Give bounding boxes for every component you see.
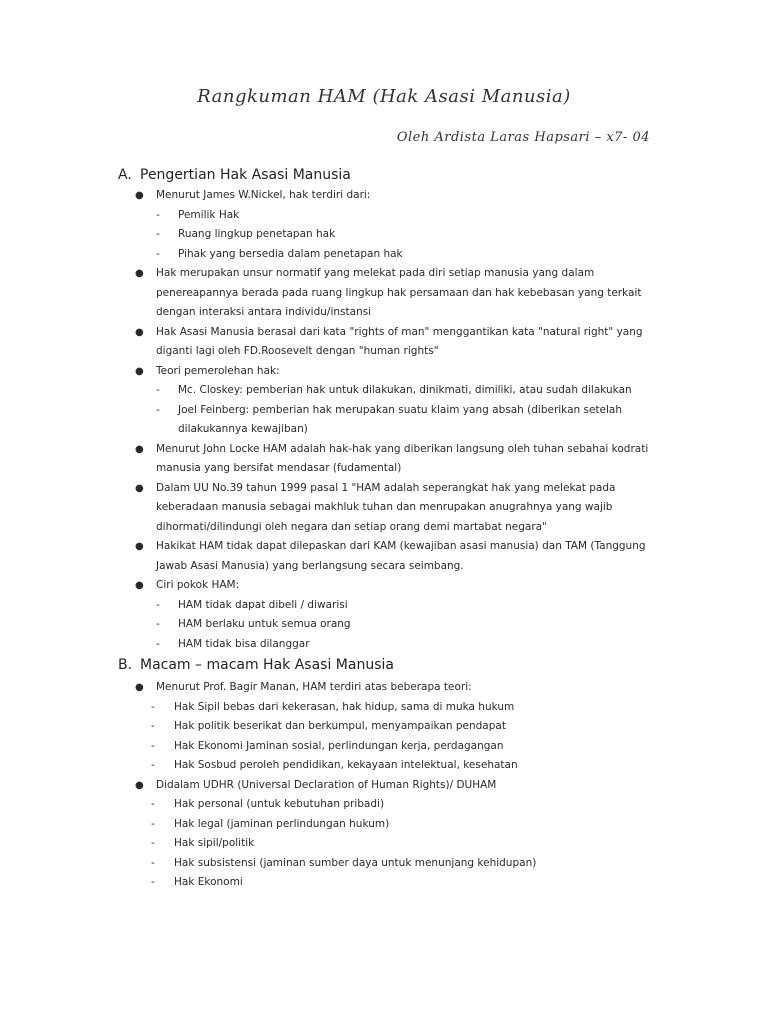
sub-item-text: Hak personal (untuk kebutuhan pribadi) xyxy=(174,798,385,810)
sub-list-item xyxy=(118,756,658,776)
sub-item-text: Hak politik beserikat dan berkumpul, menyampaikan pendapat xyxy=(174,720,506,732)
list-item xyxy=(118,440,658,479)
bullet-icon: ● xyxy=(135,482,144,494)
bullet-icon: ● xyxy=(135,326,144,338)
sub-list-item xyxy=(118,381,658,401)
sub-item-text: HAM tidak dapat dibeli / diwarisi xyxy=(178,598,348,611)
list-item xyxy=(118,776,658,796)
dash-icon: - xyxy=(151,856,155,869)
document-title: Rangkuman HAM (Hak Asasi Manusia) xyxy=(197,86,571,107)
bullet-icon: ● xyxy=(135,682,144,693)
sub-list-item xyxy=(118,225,658,245)
bullet-icon: ● xyxy=(135,580,144,591)
dash-icon: - xyxy=(156,618,160,630)
dash-icon: - xyxy=(156,598,160,611)
sub-list-item xyxy=(118,245,658,265)
sub-item-text: Joel Feinberg: pemberian hak merupakan suatu klaim yang absah (diberikan setelah dilakukannya kewajiban) xyxy=(178,403,623,435)
sub-list-item xyxy=(118,615,658,635)
dash-icon: - xyxy=(156,228,160,240)
sub-item-text: Ruang lingkup penetapan hak xyxy=(178,228,336,240)
sub-list-item xyxy=(118,717,658,737)
dash-icon: - xyxy=(156,208,160,221)
bullet-icon: ● xyxy=(135,443,144,455)
list-item xyxy=(118,186,658,206)
dash-icon: - xyxy=(151,759,155,771)
sub-item-text: HAM tidak bisa dilanggar xyxy=(178,637,310,650)
bullet-text: Hak Asasi Manusia berasal dari kata "rights of man" menggantikan kata "natural right" yang diganti lagi oleh FD.Roosevelt dengan "human rights" xyxy=(156,325,643,357)
list-item xyxy=(118,323,658,362)
section-a-title: Pengertian Hak Asasi Manusia xyxy=(140,167,351,183)
sub-item-text: HAM berlaku untuk semua orang xyxy=(178,618,351,630)
sub-list-item xyxy=(118,596,658,616)
sub-item-text: Mc. Closkey: pemberian hak untuk dilakukan, dinikmati, dimiliki, atau sudah dilakukan xyxy=(178,384,632,396)
sub-list-item xyxy=(118,873,658,893)
sub-item-text: Pemilik Hak xyxy=(178,208,240,221)
sub-list-item xyxy=(118,401,658,440)
bullet-text: Didalam UDHR (Universal Declaration of Human Rights)/ DUHAM xyxy=(156,778,497,791)
document-body xyxy=(118,164,658,893)
author-line: Oleh Ardista Laras Hapsari – x7- 04 xyxy=(396,130,650,145)
sub-item-text: Hak Ekonomi xyxy=(174,876,243,888)
dash-icon: - xyxy=(156,247,160,260)
section-b-title: Macam – macam Hak Asasi Manusia xyxy=(140,657,394,673)
list-item xyxy=(118,537,658,576)
dash-icon: - xyxy=(151,798,155,810)
dash-icon: - xyxy=(151,700,155,713)
bullet-text: Ciri pokok HAM: xyxy=(156,579,240,591)
sub-list-item xyxy=(118,737,658,757)
bullet-text: Hak merupakan unsur normatif yang melekat pada diri setiap manusia yang dalam penereapannya berada pada ruang lingkup hak persamaan dan hak kebebasan yang terkait dengan interaksi antara individu/instansi xyxy=(156,267,642,318)
bullet-icon: ● xyxy=(135,268,144,279)
dash-icon: - xyxy=(151,720,155,732)
section-b-letter: B. xyxy=(118,657,133,673)
list-item xyxy=(118,576,658,596)
section-a-heading xyxy=(118,164,658,186)
list-item xyxy=(118,479,658,538)
bullet-icon: ● xyxy=(135,365,144,377)
bullet-text: Dalam UU No.39 tahun 1999 pasal 1 "HAM adalah seperangkat hak yang melekat pada keberadaan manusia sebagai makhluk tuhan dan menrupakan anugrahnya yang wajib dihormati/dilindungi oleh negara dan setiap orang demi martabat negara" xyxy=(156,481,616,533)
section-a-letter: A. xyxy=(118,167,132,183)
list-item xyxy=(118,264,658,323)
bullet-icon: ● xyxy=(135,779,144,791)
dash-icon: - xyxy=(151,837,155,849)
dash-icon: - xyxy=(151,876,155,888)
sub-list-item xyxy=(118,635,658,655)
bullet-text: Teori pemerolehan hak: xyxy=(156,364,280,377)
bullet-text: Menurut James W.Nickel, hak terdiri dari: xyxy=(156,189,371,201)
bullet-icon: ● xyxy=(135,190,144,201)
sub-list-item xyxy=(118,834,658,854)
sub-list-item xyxy=(118,698,658,718)
dash-icon: - xyxy=(151,817,155,830)
sub-list-item xyxy=(118,206,658,226)
section-b-heading xyxy=(118,654,658,676)
bullet-text: Hakikat HAM tidak dapat dilepaskan dari KAM (kewajiban asasi manusia) dan TAM (Tanggung Jawab Asasi Manusia) yang berlangsung secara seimbang. xyxy=(156,540,646,572)
bullet-text: Menurut Prof. Bagir Manan, HAM terdiri atas beberapa teori: xyxy=(156,681,472,693)
sub-item-text: Hak Ekonomi Jaminan sosial, perlindungan kerja, perdagangan xyxy=(174,739,504,752)
bullet-text: Menurut John Locke HAM adalah hak-hak yang diberikan langsung oleh tuhan sebahai kodrati manusia yang bersifat mendasar (fudamental) xyxy=(156,442,649,474)
dash-icon: - xyxy=(156,384,160,396)
sub-item-text: Hak sipil/politik xyxy=(174,837,255,849)
dash-icon: - xyxy=(151,739,155,752)
dash-icon: - xyxy=(156,637,160,650)
sub-item-text: Pihak yang bersedia dalam penetapan hak xyxy=(178,247,403,260)
sub-list-item xyxy=(118,815,658,835)
sub-list-item xyxy=(118,854,658,874)
bullet-icon: ● xyxy=(135,541,144,552)
sub-item-text: Hak legal (jaminan perlindungan hukum) xyxy=(174,817,390,830)
sub-item-text: Hak Sipil bebas dari kekerasan, hak hidup, sama di muka hukum xyxy=(174,700,515,713)
list-item xyxy=(118,362,658,382)
sub-item-text: Hak Sosbud peroleh pendidikan, kekayaan intelektual, kesehatan xyxy=(174,759,518,771)
dash-icon: - xyxy=(156,403,160,416)
sub-list-item xyxy=(118,795,658,815)
list-item xyxy=(118,678,658,698)
sub-item-text: Hak subsistensi (jaminan sumber daya untuk menunjang kehidupan) xyxy=(174,856,537,869)
